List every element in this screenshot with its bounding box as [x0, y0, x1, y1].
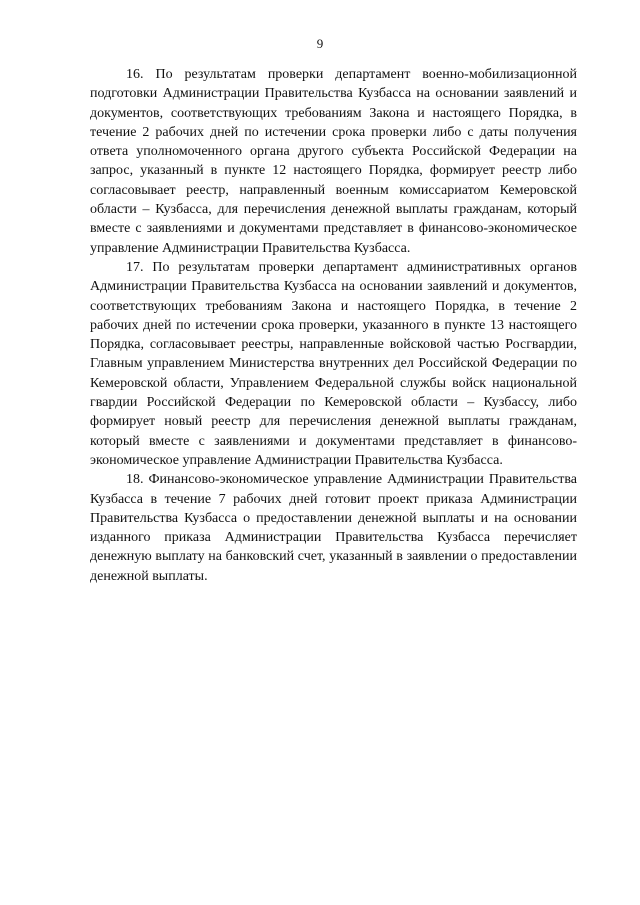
page-number: 9: [316, 36, 324, 51]
paragraph-16: 16. По результатам проверки департамент военно-мобилизационной подготовки Администрации Правительства Кузбасса на основании заявлений и документов, соответствующих требованиям Закона и настоящего Порядка, в течение 2 рабочих дней по истечении срока проверки либо с даты получения ответа уполномоченного органа другого субъекта Российской Федерации на запрос, указанный в пункте 12 настоящего Порядка, формирует реестр либо согласовывает реестр, направленный военным комиссариатом Кемеровской области – Кузбасса, для перечисления денежной выплаты гражданам, который вместе с заявлениями и документами представляет в финансово-экономическое управление Администрации Правительства Кузбасса.: [90, 67, 577, 256]
document-body: [90, 65, 577, 586]
paragraph-17: 17. По результатам проверки департамент административных органов Администрации Правительства Кузбасса на основании заявлений и документов, соответствующих требованиям Закона и настоящего Порядка, в течение 2 рабочих дней по истечении срока проверки, указанного в пункте 13 настоящего Порядка, согласовывает реестры, направленные войсковой частью Росгвардии, Главным управлением Министерства внутренних дел Российской Федерации по Кемеровской области, Управлением Федеральной службы войск национальной гвардии Российской Федерации по Кемеровской области – Кузбассу, либо формирует новый реестр для перечисления денежной выплаты гражданам, который вместе с заявлениями и документами представляет в финансово-экономическое управление Администрации Правительства Кузбасса.: [90, 259, 577, 468]
paragraph-18: 18. Финансово-экономическое управление Администрации Правительства Кузбасса в течение 7 рабочих дней готовит проект приказа Администрации Правительства Кузбасса о предоставлении денежной выплаты и на основании изданного приказа Администрации Правительства Кузбасса перечисляет денежную выплату на банковский счет, указанный в заявлении о предоставлении денежной выплаты.: [90, 472, 577, 584]
